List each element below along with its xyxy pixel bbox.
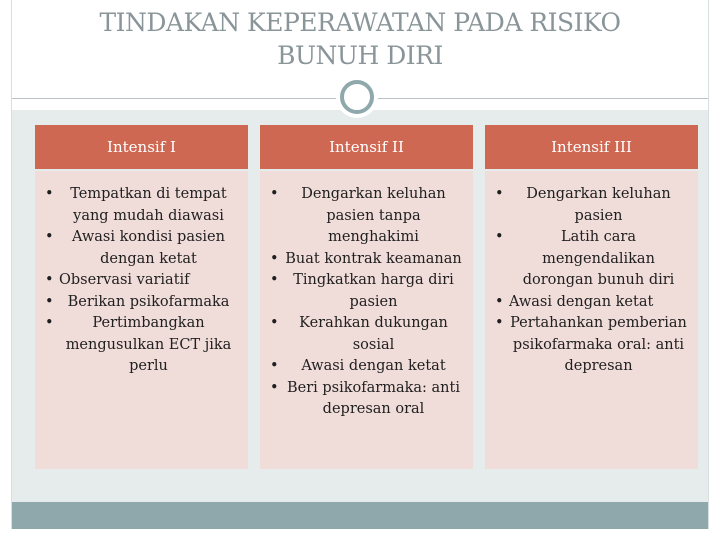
list-item: • Kerahkan dukungan sosial	[270, 313, 463, 356]
list-item: • Awasi kondisi pasien dengan ketat	[45, 227, 238, 270]
slide-title-line-2: BUNUH DIRI	[277, 41, 443, 70]
list-item: • Pertahankan pemberian psikofarmaka oral: anti depresan	[495, 313, 688, 378]
column-header: Intensif III	[485, 125, 698, 169]
column-intensif-2	[260, 125, 473, 469]
list-item: • Latih cara mengendalikan dorongan bunuh diri	[495, 227, 688, 292]
column-body	[260, 171, 473, 469]
list-item: • Berikan psikofarmaka	[45, 292, 238, 314]
list-item: • Beri psikofarmaka: anti depresan oral	[270, 378, 463, 421]
slide-title	[0, 6, 720, 72]
column-header: Intensif II	[260, 125, 473, 169]
list-item: • Dengarkan keluhan pasien	[495, 184, 688, 227]
content-panel	[12, 110, 708, 502]
list-item: • Dengarkan keluhan pasien tanpa menghakimi	[270, 184, 463, 249]
column-intensif-1	[35, 125, 248, 469]
column-intensif-3	[485, 125, 698, 469]
column-body	[485, 171, 698, 469]
list-item: • Pertimbangkan mengusulkan ECT jika perlu	[45, 313, 238, 378]
list-item: • Observasi variatif	[45, 270, 238, 292]
list-item: • Awasi dengan ketat	[270, 356, 463, 378]
list-item: • Buat kontrak keamanan	[270, 249, 463, 271]
bullet-list	[495, 184, 688, 378]
footer-bar	[12, 502, 708, 529]
bullet-list	[45, 184, 238, 378]
list-item: • Tingkatkan harga diri pasien	[270, 270, 463, 313]
column-body	[35, 171, 248, 469]
circle-ornament-icon	[340, 80, 374, 114]
list-item: • Tempatkan di tempat yang mudah diawasi	[45, 184, 238, 227]
list-item: • Awasi dengan ketat	[495, 292, 688, 314]
column-header: Intensif I	[35, 125, 248, 169]
slide-title-line-1: TINDAKAN KEPERAWATAN PADA RISIKO	[99, 8, 621, 37]
bullet-list	[270, 184, 463, 421]
